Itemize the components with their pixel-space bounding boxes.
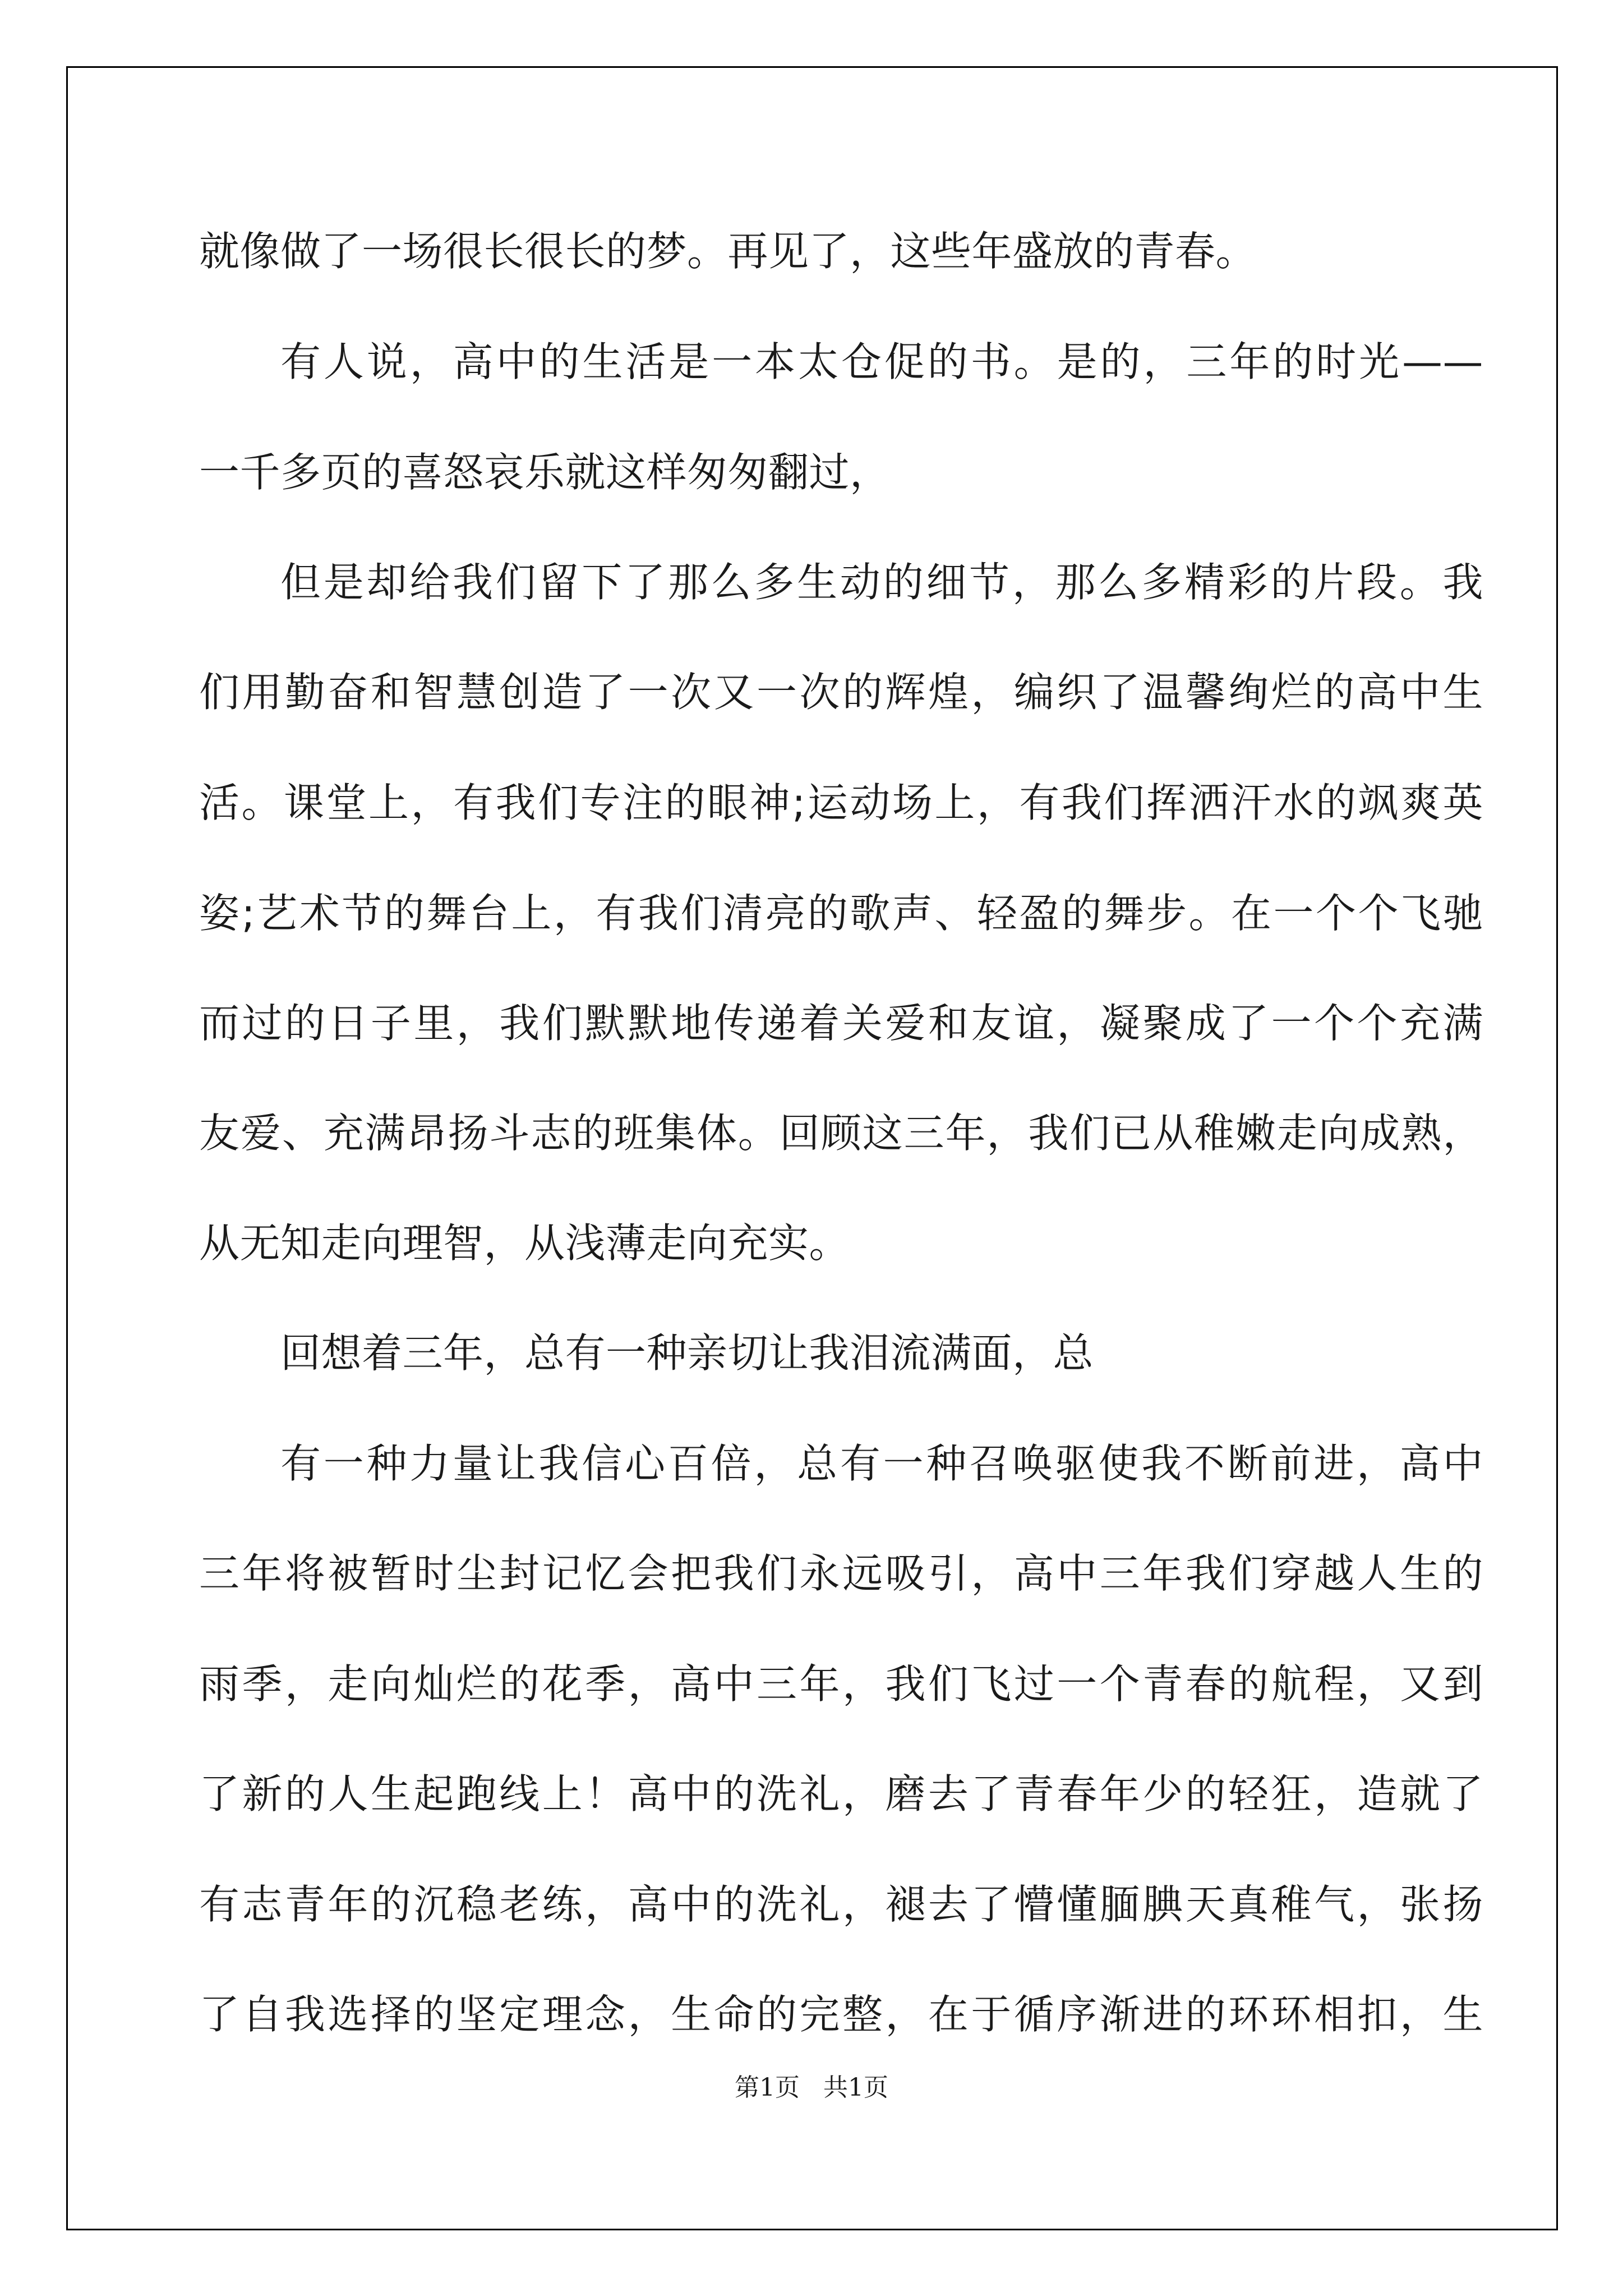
text-line: 而过的日子里，我们默默地传递着关爱和友谊，凝聚成了一个个充满: [199, 1000, 1483, 1047]
text-line: 们用勤奋和智慧创造了一次又一次的辉煌，编织了温馨绚烂的高中生: [199, 669, 1483, 716]
paragraph-first-line: 回想着三年，总有一种亲切让我泪流满面，总: [280, 1329, 1094, 1377]
text-line: 活。课堂上，有我们专注的眼神;运动场上，有我们挥洒汗水的飒爽英: [199, 779, 1483, 826]
text-line: 了自我选择的坚定理念，生命的完整，在于循序渐进的环环相扣，生: [199, 1991, 1483, 2038]
text-line: 友爱、充满昂扬斗志的班集体。回顾这三年，我们已从稚嫩走向成熟，: [199, 1110, 1483, 1157]
text-line: 一千多页的喜怒哀乐就这样匆匆翻过，: [199, 449, 891, 496]
text-line: 三年将被暂时尘封记忆会把我们永远吸引，高中三年我们穿越人生的: [199, 1550, 1483, 1597]
text-line: 姿;艺术节的舞台上，有我们清亮的歌声、轻盈的舞步。在一个个飞驰: [199, 890, 1483, 937]
text-line: 就像做了一场很长很长的梦。再见了，这些年盛放的青春。: [199, 228, 1257, 275]
text-line: 从无知走向理智，从浅薄走向充实。: [199, 1220, 850, 1267]
paragraph-first-line: 但是却给我们留下了那么多生动的细节，那么多精彩的片段。我: [280, 559, 1483, 606]
paragraph-first-line: 有人说，高中的生活是一本太仓促的书。是的，三年的时光——: [280, 338, 1483, 385]
paragraph-first-line: 有一种力量让我信心百倍，总有一种召唤驱使我不断前进，高中: [280, 1440, 1483, 1487]
text-line: 雨季，走向灿烂的花季，高中三年，我们飞过一个青春的航程，又到: [199, 1660, 1483, 1708]
text-line: 了新的人生起跑线上！高中的洗礼，磨去了青春年少的轻狂，造就了: [199, 1770, 1483, 1818]
page-number-footer: 第1页 共1页: [735, 2073, 888, 2102]
text-line: 有志青年的沉稳老练，高中的洗礼，褪去了懵懂腼腆天真稚气，张扬: [199, 1881, 1483, 1928]
